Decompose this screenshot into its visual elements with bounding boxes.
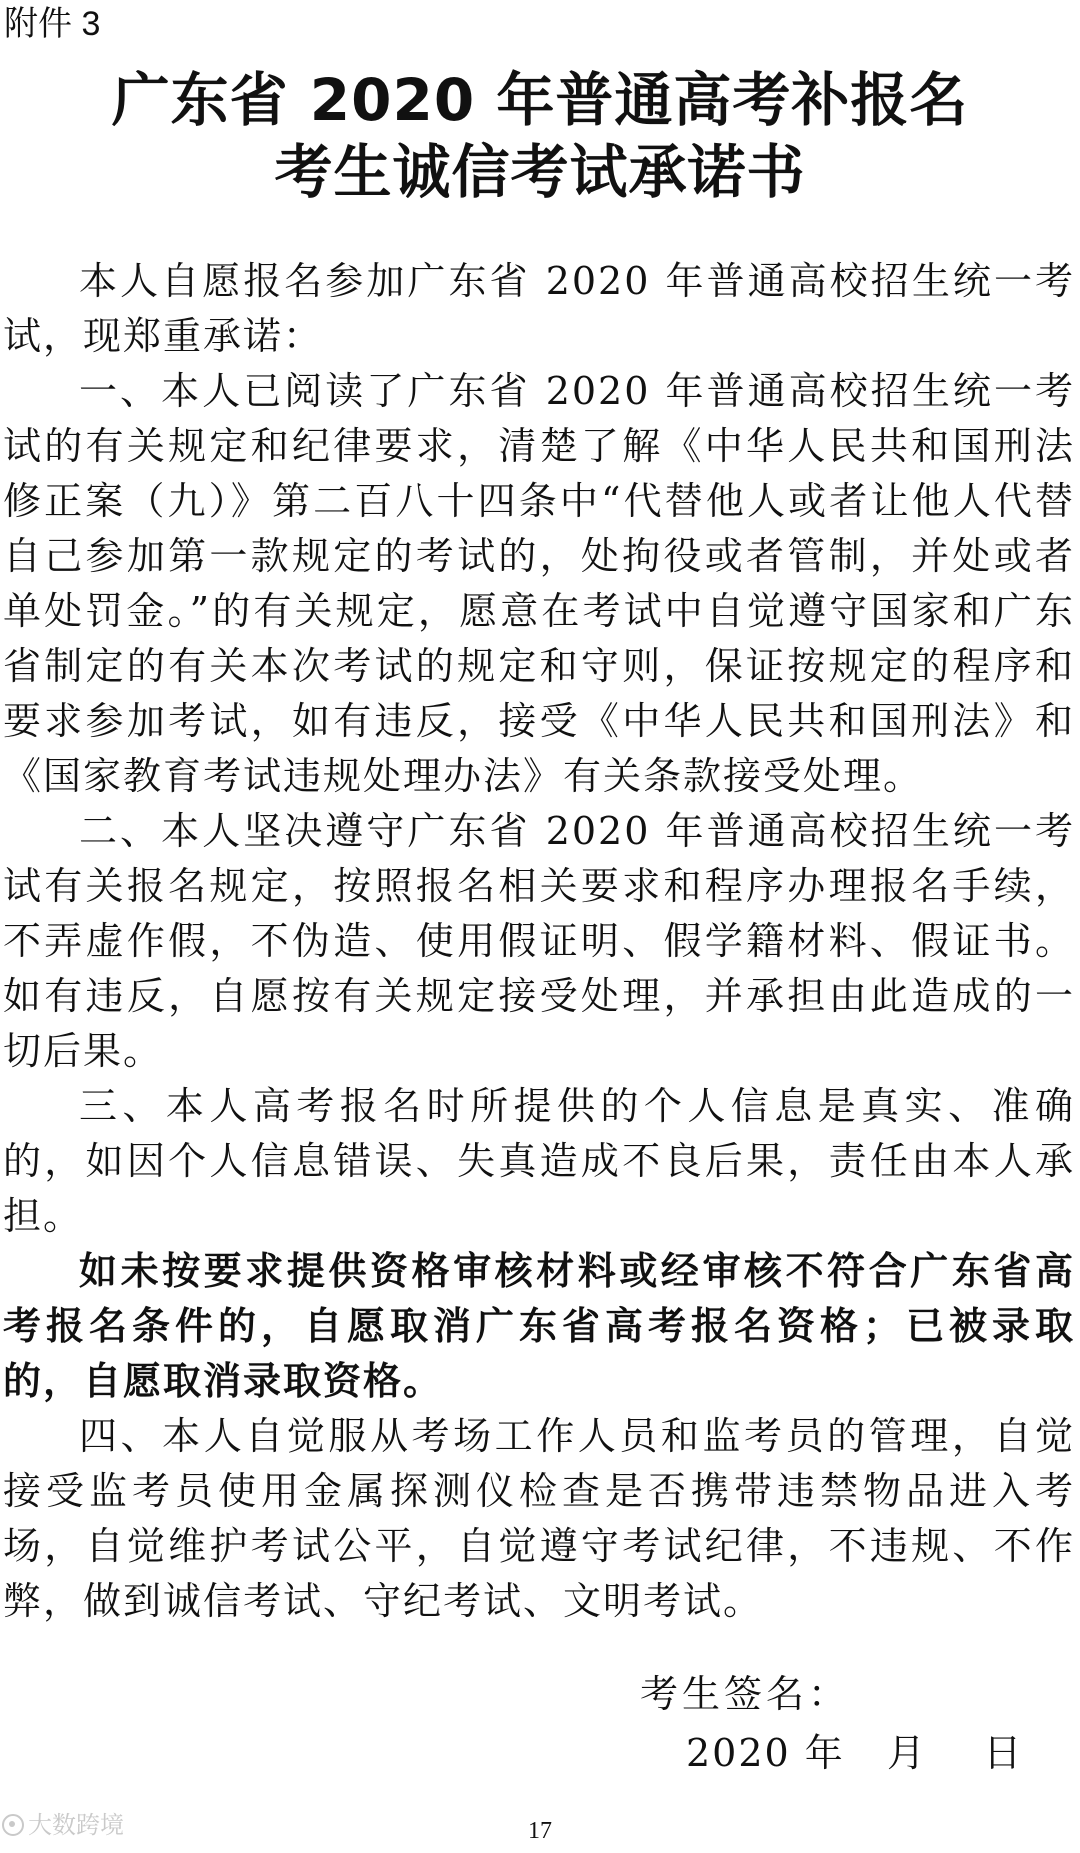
paragraph-three: 三、本人高考报名时所提供的个人信息是真实、准确的，如因个人信息错误、失真造成不良后果，责任由本人承担。 [3, 1084, 1075, 1238]
pledge-body [3, 254, 1075, 1629]
paragraph-one: 一、本人已阅读了广东省 2020 年普通高校招生统一考试的有关规定和纪律要求，清楚了解《中华人民共和国刑法修正案（九）》第二百八十四条中“代替他人或者让他人代替自己参加第一款规定的考试的，处拘役或者管制，并处或者单处罚金。”的有关规定，愿意在考试中自觉遵守国家和广东省制定的有关本次考试的规定和守则，保证按规定的程序和要求参加考试，如有违反，接受《中华人民共和国刑法》和《国家教育考试违规处理办法》有关条款接受处理。 [3, 369, 1075, 798]
intro-paragraph: 本人自愿报名参加广东省 2020 年普通高校招生统一考试，现郑重承诺： [3, 259, 1075, 358]
bold-notice-paragraph: 如未按要求提供资格审核材料或经审核不符合广东省高考报名条件的，自愿取消广东省高考报名资格；已被录取的，自愿取消录取资格。 [3, 1249, 1075, 1403]
page-number: 17 [528, 1818, 552, 1844]
watermark-text: 大数跨境 [28, 1811, 124, 1839]
paragraph-four: 四、本人自觉服从考场工作人员和监考员的管理，自觉接受监考员使用金属探测仪检查是否携带违禁物品进入考场，自觉维护考试公平，自觉遵守考试纪律，不违规、不作弊，做到诚信考试、守纪考试、文明考试。 [3, 1414, 1075, 1623]
signature-label: 考生签名： [640, 1672, 851, 1716]
document-title-line-2: 考生诚信考试承诺书 [274, 138, 806, 206]
paragraph-two: 二、本人坚决遵守广东省 2020 年普通高校招生统一考试有关报名规定，按照报名相关要求和程序办理报名手续，不弄虚作假，不伪造、使用假证明、假学籍材料、假证书。如有违反，自愿按有关规定接受处理，并承担由此造成的一切后果。 [3, 809, 1075, 1073]
document-title-line-1: 广东省 2020 年普通高考补报名 [111, 66, 969, 134]
attachment-label: 附件 3 [4, 5, 101, 43]
signature-date: 2020 年 月 日 [686, 1731, 1024, 1775]
